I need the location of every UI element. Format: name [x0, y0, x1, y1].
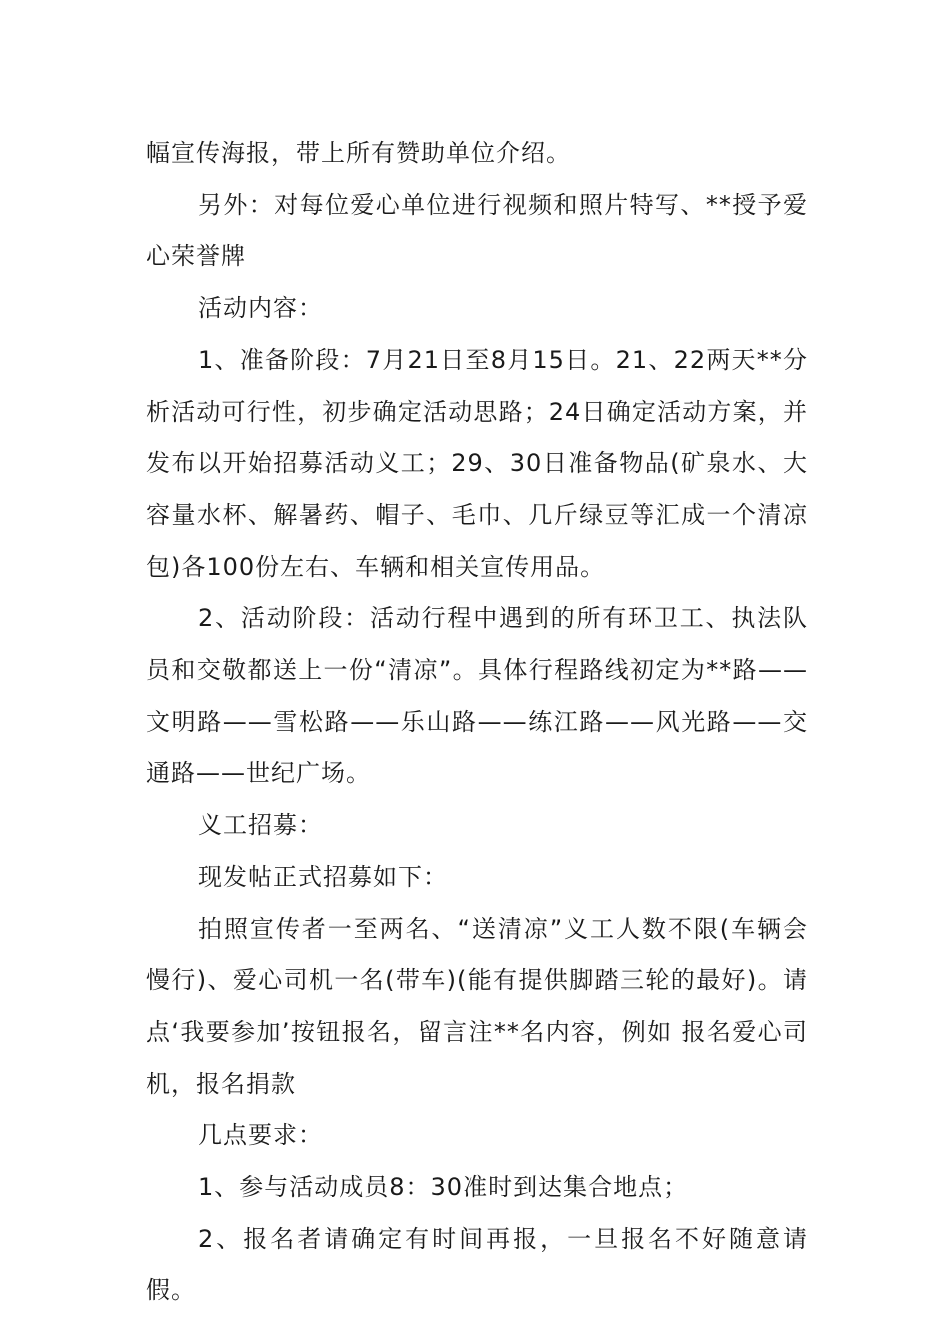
paragraph-preparation-stage: 1、准备阶段：7月21日至8月15日。21、22两天**分析活动可行性，初步确定活动思路；24日确定活动方案，并发布以开始招募活动义工；29、30日准备物品(矿泉水、大容量水杯、解暑药、帽子、毛巾、几斤绿豆等汇成一个清凉包)各100份左右、车辆和相关宣传用品。	[146, 345, 808, 581]
paragraph-recruitment-intro: 现发帖正式招募如下：	[198, 862, 448, 891]
heading-volunteer-recruitment: 义工招募：	[198, 811, 323, 840]
heading-requirements: 几点要求：	[198, 1121, 323, 1150]
paragraph-requirement-1: 1、参与活动成员8：30准时到达集合地点；	[198, 1173, 689, 1202]
paragraph-recruitment-details: 拍照宣传者一至两名、“送清凉”义工人数不限(车辆会慢行)、爱心司机一名(带车)(能有提供脚踏三轮的最好)。请点‘我要参加’按钮报名，留言注**名内容，例如 报名爱心司机，报名捐款	[146, 914, 808, 1098]
paragraph-requirement-2: 2、报名者请确定有时间再报，一旦报名不好随意请假。	[146, 1224, 808, 1305]
paragraph-poster-continuation: 幅宣传海报，带上所有赞助单位介绍。	[146, 139, 571, 167]
document-body	[146, 128, 808, 1317]
heading-activity-content: 活动内容：	[198, 294, 323, 323]
paragraph-additional-note: 另外：对每位爱心单位进行视频和照片特写、**授予爱心荣誉牌	[146, 190, 808, 271]
paragraph-activity-stage: 2、活动阶段：活动行程中遇到的所有环卫工、执法队员和交敬都送上一份“清凉”。具体行程路线初定为**路——文明路——雪松路——乐山路——练江路——风光路——交通路——世纪广场。	[146, 604, 808, 788]
